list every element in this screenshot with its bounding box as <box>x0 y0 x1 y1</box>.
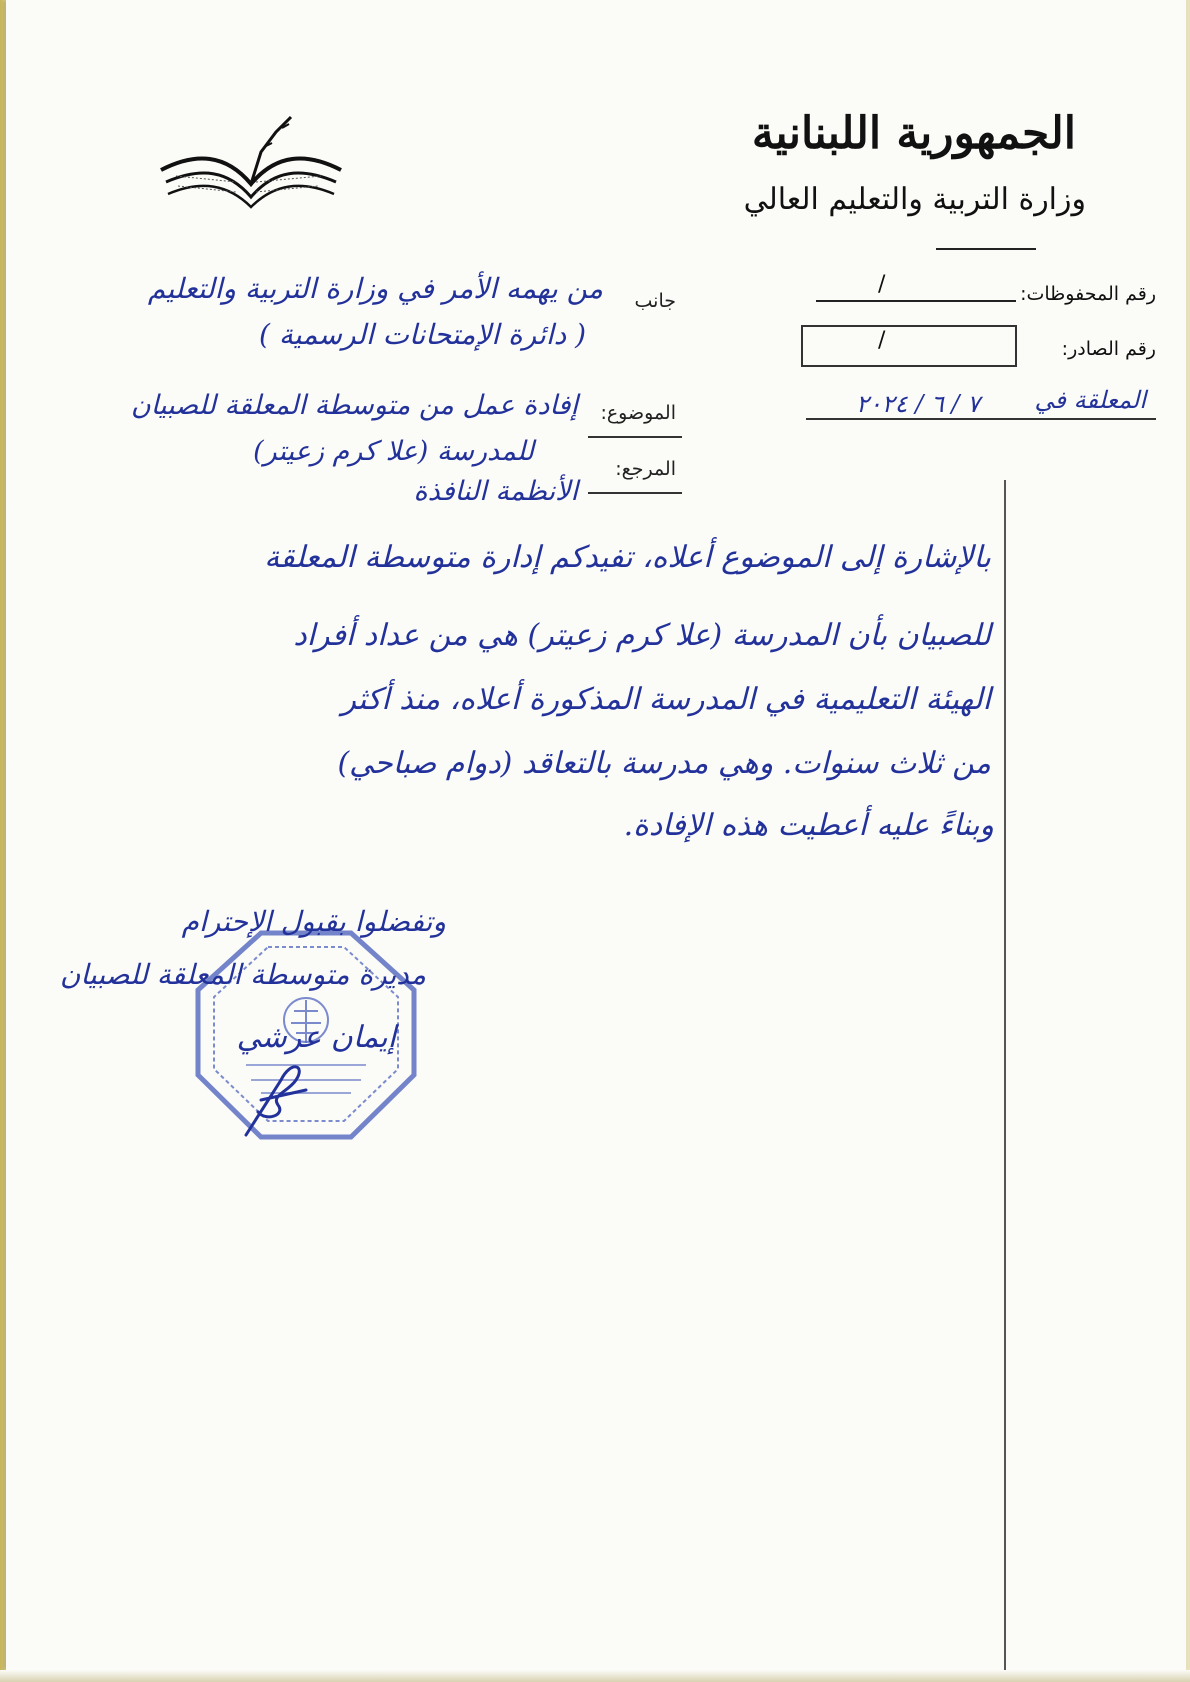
closing-line-1: وتفضلوا بقبول الإحترام <box>181 905 446 938</box>
recipient-line-2: ( دائرة الإمتحانات الرسمية ) <box>259 318 586 351</box>
reference-label-underline <box>588 492 682 494</box>
body-line-3: الهيئة التعليمية في المدرسة المذكورة أعلاه، منذ أكثر <box>341 682 991 717</box>
body-line-1: بالإشارة إلى الموضوع أعلاه، تفيدكم إدارة متوسطة المعلقة <box>264 540 991 575</box>
date-underline <box>806 418 1156 420</box>
outgoing-number-box <box>801 325 1017 367</box>
archive-number-line <box>816 300 1016 302</box>
scan-bottom-edge <box>0 1670 1190 1682</box>
outgoing-number-label: رقم الصادر: <box>1061 338 1156 360</box>
letter-page <box>6 0 1186 1670</box>
closing-signatory-name: إيمان عرشي <box>236 1020 396 1055</box>
subject-line-1: إفادة عمل من متوسطة المعلقة للصبيان <box>130 390 578 421</box>
reference-value: الأنظمة النافذة <box>413 476 578 507</box>
body-line-5: وبناءً عليه أعطيت هذه الإفادة. <box>623 808 994 843</box>
header-divider <box>936 248 1036 250</box>
republic-title: الجمهورية اللبنانية <box>751 108 1076 159</box>
subject-line-2: للمدرسة (علا كرم زعيتر) <box>253 436 534 467</box>
signature-icon <box>236 1050 316 1140</box>
subject-label-underline <box>588 436 682 438</box>
archive-number-value: / <box>878 272 886 297</box>
date-label: المعلقة في <box>1034 386 1146 414</box>
body-line-2: للصبيان بأن المدرسة (علا كرم زعيتر) هي من عداد أفراد <box>293 618 991 653</box>
ministry-title: وزارة التربية والتعليم العالي <box>743 182 1086 217</box>
margin-line <box>1004 480 1006 1670</box>
closing-line-2: مديرة متوسطة المعلقة للصبيان <box>59 958 426 991</box>
reference-label: المرجع: <box>615 458 676 480</box>
body-line-4: من ثلاث سنوات. وهي مدرسة بالتعاقد (دوام صباحي) <box>337 746 991 781</box>
subject-label: الموضوع: <box>600 402 676 424</box>
book-logo-icon <box>156 112 346 232</box>
outgoing-number-value: / <box>878 328 886 353</box>
recipient-label: جانب <box>634 290 676 312</box>
date-value: ٧ / ٦ / ٢٠٢٤ <box>856 390 981 418</box>
recipient-line-1: من يهمه الأمر في وزارة التربية والتعليم <box>147 272 603 305</box>
archive-number-label: رقم المحفوظات: <box>1020 283 1156 305</box>
